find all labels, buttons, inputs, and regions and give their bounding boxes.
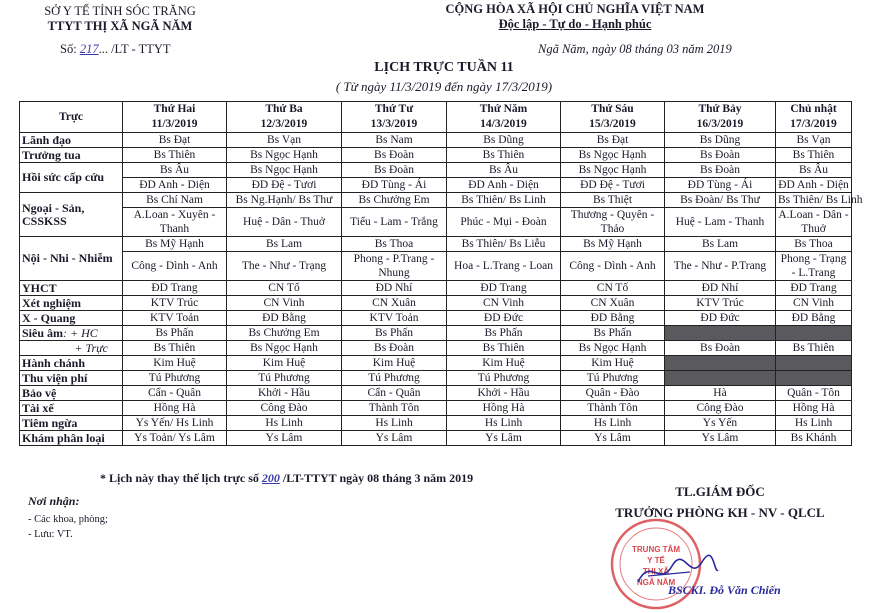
table-cell: ĐD Bằng xyxy=(561,311,665,326)
role-label: Khám phân loại xyxy=(20,431,123,446)
table-cell: Bs Thoa xyxy=(776,237,852,252)
role-label: Nội - Nhi - Nhiễm xyxy=(20,237,123,281)
table-cell: Hs Linh xyxy=(447,416,561,431)
table-cell: CN Xuân xyxy=(561,296,665,311)
table-cell: Ys Lâm xyxy=(447,431,561,446)
table-cell: Phúc - Mụi - Đoàn xyxy=(447,208,561,237)
table-cell-blank xyxy=(665,371,776,386)
table-cell-blank xyxy=(776,326,852,341)
signature-title: TL.GIÁM ĐỐC xyxy=(675,484,765,499)
table-cell: Ys Lâm xyxy=(561,431,665,446)
table-row xyxy=(20,416,852,431)
role-label: Trưởng tua xyxy=(20,148,123,163)
document-number-prefix: Số: xyxy=(60,42,77,56)
table-cell: Bs Đoàn/ Bs Thư xyxy=(665,193,776,208)
table-cell: Hoa - L.Trang - Loan xyxy=(447,252,561,281)
table-cell: Bs Thiên xyxy=(776,148,852,163)
note-suffix: /LT-TTYT ngày 08 tháng 3 năm 2019 xyxy=(282,471,474,485)
table-row xyxy=(20,237,852,252)
table-cell: The - Như - Trạng xyxy=(227,252,342,281)
schedule-table xyxy=(19,101,863,446)
table-row xyxy=(20,193,852,208)
table-cell: ĐD Anh - Diện xyxy=(776,178,852,193)
replacement-note xyxy=(100,471,473,486)
table-cell: Bs Dũng xyxy=(447,133,561,148)
table-cell: Thương - Quyên - Thảo xyxy=(561,208,665,237)
day-header: Thứ Sáu 15/3/2019 xyxy=(561,102,665,133)
table-row xyxy=(20,431,852,446)
table-cell: Khởi - Hầu xyxy=(447,386,561,401)
table-cell: ĐD Nhí xyxy=(342,281,447,296)
table-cell: Kim Huệ xyxy=(447,356,561,371)
role-header: Trực xyxy=(20,102,123,133)
table-cell: Bs Chí Nam xyxy=(123,193,227,208)
day-header: Thứ Bảy 16/3/2019 xyxy=(665,102,776,133)
role-label: Hồi sức cấp cứu xyxy=(20,163,123,193)
table-cell: Huệ - Dân - Thuở xyxy=(227,208,342,237)
org-parent: SỞ Y TẾ TỈNH SÓC TRĂNG xyxy=(44,4,196,18)
table-cell: Hồng Hà xyxy=(447,401,561,416)
table-row xyxy=(20,401,852,416)
table-cell: Bs Âu xyxy=(123,163,227,178)
table-cell: Hs Linh xyxy=(227,416,342,431)
table-cell: Tú Phương xyxy=(123,371,227,386)
role-label: X - Quang xyxy=(20,311,123,326)
table-cell: Quân - Đào xyxy=(561,386,665,401)
svg-text:NGÃ NĂM: NGÃ NĂM xyxy=(636,578,676,587)
table-cell: Công Đào xyxy=(665,401,776,416)
table-cell: Khởi - Hầu xyxy=(227,386,342,401)
table-cell: Quân - Tôn xyxy=(776,386,852,401)
note-prefix: * Lịch này thay thế lịch trực số xyxy=(100,471,259,485)
role-label: Thu viện phí xyxy=(20,371,123,386)
table-cell: Bs Thiên xyxy=(123,148,227,163)
table-cell: Bs Mỹ Hạnh xyxy=(123,237,227,252)
country-motto: Độc lập - Tự do - Hạnh phúc xyxy=(498,17,652,31)
table-cell: ĐD Trang xyxy=(123,281,227,296)
table-cell: Bs Dũng xyxy=(665,133,776,148)
day-header: Thứ Năm 14/3/2019 xyxy=(447,102,561,133)
table-cell: Ys Lâm xyxy=(342,431,447,446)
document-number-handwritten: 217 xyxy=(79,42,99,56)
table-cell: Bs Ngọc Hạnh xyxy=(227,163,342,178)
table-row xyxy=(20,178,852,193)
table-row xyxy=(20,356,852,371)
table-cell: Bs Đạt xyxy=(561,133,665,148)
country-name: CỘNG HÒA XÃ HỘI CHỦ NGHĨA VIỆT NAM xyxy=(445,2,705,16)
table-cell: A.Loan - Dân - Thuở xyxy=(776,208,852,237)
table-row xyxy=(20,163,852,178)
table-cell: CN Vinh xyxy=(227,296,342,311)
table-cell: Bs Ngọc Hạnh xyxy=(227,341,342,356)
table-cell: CN Tố xyxy=(227,281,342,296)
role-label: Tiêm ngừa xyxy=(20,416,123,431)
table-cell: Hs Linh xyxy=(776,416,852,431)
table-cell: ĐD Bằng xyxy=(776,311,852,326)
table-cell: Bs Phấn xyxy=(447,326,561,341)
table-cell: Ys Lâm xyxy=(665,431,776,446)
table-cell: Bs Thiên xyxy=(447,341,561,356)
table-cell: CN Tố xyxy=(561,281,665,296)
table-cell: Hs Linh xyxy=(342,416,447,431)
note-number-handwritten: 200 xyxy=(261,471,280,485)
day-header: Thứ Hai 11/3/2019 xyxy=(123,102,227,133)
table-cell: ĐD Anh - Diện xyxy=(447,178,561,193)
table-cell: Bs Ngọc Hạnh xyxy=(227,148,342,163)
table-cell: Bs Thoa xyxy=(342,237,447,252)
org-name: TTYT THỊ XÃ NGÃ NĂM xyxy=(47,19,193,33)
table-cell: Bs Phấn xyxy=(342,326,447,341)
table-cell: Bs Đoàn xyxy=(665,163,776,178)
table-cell: ĐD Tùng - Ái xyxy=(342,178,447,193)
table-row xyxy=(20,208,852,237)
svg-text:Y TẾ: Y TẾ xyxy=(647,556,665,565)
header-org-block xyxy=(10,4,230,34)
table-cell: ĐD Đệ - Tươi xyxy=(561,178,665,193)
table-cell: Hồng Hà xyxy=(776,401,852,416)
table-cell: Thành Tôn xyxy=(561,401,665,416)
day-header: Chủ nhật 17/3/2019 xyxy=(776,102,852,133)
table-cell: ĐD Bằng xyxy=(227,311,342,326)
role-label: Siêu âm: + HC xyxy=(20,326,123,341)
table-cell: Tiểu - Lam - Trắng xyxy=(342,208,447,237)
table-cell: Tú Phương xyxy=(447,371,561,386)
table-cell: Bs Đạt xyxy=(123,133,227,148)
table-cell: Phong - Trạng - L.Trang xyxy=(776,252,852,281)
table-cell: ĐD Tùng - Ái xyxy=(665,178,776,193)
table-cell: Bs Đoàn xyxy=(342,341,447,356)
table-cell: Bs Đoàn xyxy=(665,148,776,163)
table-cell: A.Loan - Xuyên - Thanh xyxy=(123,208,227,237)
table-cell: Bs Thiên/ Bs Linh xyxy=(776,193,852,208)
table-cell: Bs Ngọc Hạnh xyxy=(561,163,665,178)
table-cell: ĐD Anh - Diện xyxy=(123,178,227,193)
table-cell: Hồng Hà xyxy=(123,401,227,416)
signature-position: TRƯỞNG PHÒNG KH - NV - QLCL xyxy=(615,505,825,520)
table-cell: Bs Chưởng Em xyxy=(342,193,447,208)
role-label: YHCT xyxy=(20,281,123,296)
table-cell: Kim Huệ xyxy=(561,356,665,371)
table-cell: CN Vinh xyxy=(447,296,561,311)
role-label: Tài xế xyxy=(20,401,123,416)
table-cell: Huệ - Lam - Thanh xyxy=(665,208,776,237)
document-number-suffix: ... /LT - TTYT xyxy=(98,42,171,56)
header-country-block xyxy=(395,2,755,32)
table-cell: Ys Yến xyxy=(665,416,776,431)
table-cell: Hà xyxy=(665,386,776,401)
table-cell: Bs Đoàn xyxy=(665,341,776,356)
signer-name: BSCKI. Đỗ Văn Chiến xyxy=(668,583,781,597)
page-subtitle: ( Từ ngày 11/3/2019 đến ngày 17/3/2019) xyxy=(335,79,553,94)
svg-text:TRUNG TÂM: TRUNG TÂM xyxy=(632,545,680,554)
table-row xyxy=(20,281,852,296)
table-cell-blank xyxy=(665,356,776,371)
table-cell-blank xyxy=(776,371,852,386)
table-cell: Công - Dình - Anh xyxy=(123,252,227,281)
table-cell: ĐD Trang xyxy=(447,281,561,296)
table-cell: Ys Yến/ Hs Linh xyxy=(123,416,227,431)
role-label: Hành chánh xyxy=(20,356,123,371)
table-cell: Hs Linh xyxy=(561,416,665,431)
day-header: Thứ Ba 12/3/2019 xyxy=(227,102,342,133)
table-cell: Bs Phấn xyxy=(123,326,227,341)
table-cell: Công Đào xyxy=(227,401,342,416)
table-cell: Cẩn - Quân xyxy=(342,386,447,401)
table-cell: Kim Huệ xyxy=(342,356,447,371)
table-cell: Ys Toản/ Ys Lâm xyxy=(123,431,227,446)
svg-text:THỊ XÃ: THỊ XÃ xyxy=(642,567,670,576)
table-row xyxy=(20,371,852,386)
table-cell: KTV Toản xyxy=(123,311,227,326)
table-cell: Bs Lam xyxy=(227,237,342,252)
table-row xyxy=(20,296,852,311)
table-cell: ĐD Nhí xyxy=(665,281,776,296)
document-number xyxy=(60,42,171,57)
table-cell: Phong - P.Trang - Nhung xyxy=(342,252,447,281)
table-cell: Ys Lâm xyxy=(227,431,342,446)
table-cell: Cẩn - Quân xyxy=(123,386,227,401)
table-cell: CN Vinh xyxy=(776,296,852,311)
recipient-item: - Lưu: VT. xyxy=(28,529,73,540)
role-label: + Trực xyxy=(20,341,123,356)
table-cell: Bs Lam xyxy=(665,237,776,252)
table-cell: Bs Phấn xyxy=(561,326,665,341)
day-header: Thứ Tư 13/3/2019 xyxy=(342,102,447,133)
table-row xyxy=(20,311,852,326)
table-cell: Công - Dình - Anh xyxy=(561,252,665,281)
table-cell: Bs Đoàn xyxy=(342,163,447,178)
recipients-heading: Nơi nhận: xyxy=(28,494,80,508)
page-title: LỊCH TRỰC TUẦN 11 xyxy=(374,60,514,75)
table-cell: ĐD Đức xyxy=(447,311,561,326)
table-cell: Bs Âu xyxy=(447,163,561,178)
table-cell: Bs Nam xyxy=(342,133,447,148)
table-cell: ĐD Đức xyxy=(665,311,776,326)
table-cell: Tú Phương xyxy=(561,371,665,386)
table-cell: The - Như - P.Trang xyxy=(665,252,776,281)
table-cell: Bs Âu xyxy=(776,163,852,178)
table-row xyxy=(20,252,852,281)
table-cell: KTV Trúc xyxy=(665,296,776,311)
table-cell: Bs Thiệt xyxy=(561,193,665,208)
place-date: Ngã Năm, ngày 08 tháng 03 năm 2019 xyxy=(538,42,732,56)
table-cell: Kim Huệ xyxy=(227,356,342,371)
table-cell-blank xyxy=(665,326,776,341)
table-cell: Bs Thiên/ Bs Linh xyxy=(447,193,561,208)
table-cell: Bs Thiên xyxy=(447,148,561,163)
table-cell: Thành Tôn xyxy=(342,401,447,416)
table-cell: Bs Vạn xyxy=(776,133,852,148)
table-header-row xyxy=(20,102,852,133)
table-cell: Bs Ngọc Hạnh xyxy=(561,148,665,163)
table-cell: Bs Thiên/ Bs Liễu xyxy=(447,237,561,252)
table-cell: Tú Phương xyxy=(227,371,342,386)
table-cell: KTV Trúc xyxy=(123,296,227,311)
table-cell: Bs Thiên xyxy=(123,341,227,356)
table-cell: ĐD Trang xyxy=(776,281,852,296)
table-cell: Bs Đoàn xyxy=(342,148,447,163)
table-cell: Tú Phương xyxy=(342,371,447,386)
table-cell: Bs Ng.Hạnh/ Bs Thư xyxy=(227,193,342,208)
table-row xyxy=(20,341,852,356)
table-cell: CN Xuân xyxy=(342,296,447,311)
role-label: Xét nghiệm xyxy=(20,296,123,311)
table-row xyxy=(20,326,852,341)
table-cell: Bs Mỹ Hạnh xyxy=(561,237,665,252)
table-cell: Bs Khánh xyxy=(776,431,852,446)
table-row xyxy=(20,148,852,163)
table-cell-blank xyxy=(776,356,852,371)
table-cell: Bs Vạn xyxy=(227,133,342,148)
table-row xyxy=(20,133,852,148)
recipient-item: - Các khoa, phòng; xyxy=(28,514,108,525)
table-cell: Kim Huệ xyxy=(123,356,227,371)
table-cell: ĐD Đệ - Tươi xyxy=(227,178,342,193)
table-row xyxy=(20,386,852,401)
table-cell: Bs Ngọc Hạnh xyxy=(561,341,665,356)
table-cell: Bs Chưởng Em xyxy=(227,326,342,341)
table-cell: KTV Toản xyxy=(342,311,447,326)
role-label: Bảo vệ xyxy=(20,386,123,401)
role-label: Ngoại - Sản, CSSKSS xyxy=(20,193,123,237)
table-cell: Bs Thiên xyxy=(776,341,852,356)
role-label: Lãnh đạo xyxy=(20,133,123,148)
